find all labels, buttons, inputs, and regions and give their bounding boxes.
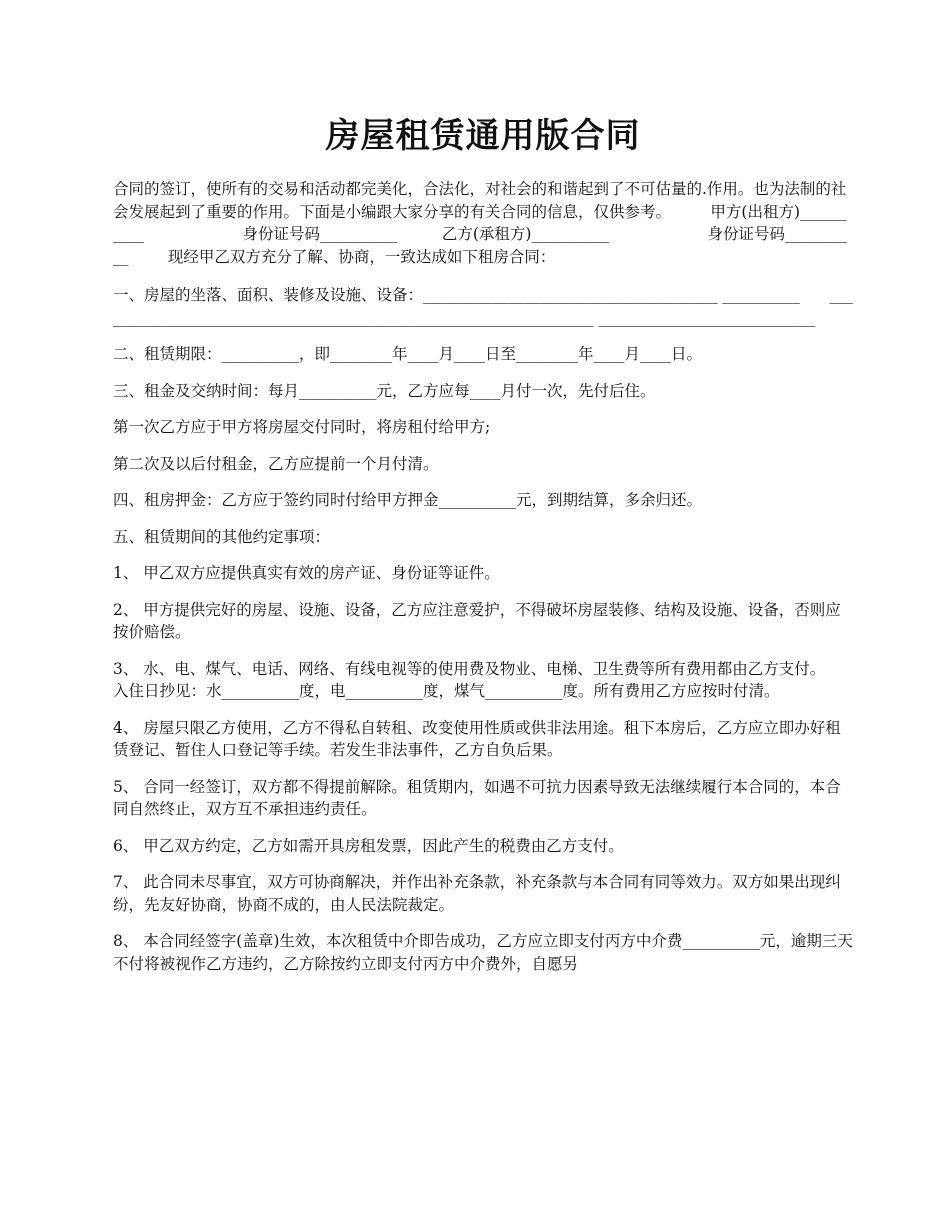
document-title: 房屋租赁通用版合同 — [325, 116, 641, 156]
clause-property-location: 一、房屋的坐落、面积、装修及设施、设备：______________________________________ __________ _________________________________________________________________ ____________________________ — [113, 286, 853, 327]
term-item-4: 4、 房屋只限乙方使用，乙方不得私自转租、改变使用性质或供非法用途。租下本房后，乙方应立即办好租赁登记、暂住人口登记等手续。若发生非法事件，乙方自负后果。 — [113, 718, 841, 759]
clause-first-payment: 第一次乙方应于甲方将房屋交付同时，将房租付给甲方; — [113, 418, 491, 436]
term-item-6: 6、 甲乙双方约定，乙方如需开具房租发票，因此产生的税费由乙方支付。 — [113, 836, 624, 855]
clause-subsequent-payment: 第二次及以后付租金，乙方应提前一个月付清。 — [113, 454, 439, 473]
clause-lease-term: 二、租赁期限：__________，即________年____月____日至________年____月____日。 — [113, 345, 703, 363]
document-body — [113, 178, 865, 989]
term-item-1: 1、 甲乙双方应提供真实有效的房产证、身份证等证件。 — [113, 564, 500, 582]
term-item-3: 3、 水、电、煤气、电话、网络、有线电视等的使用费及物业、电梯、卫生费等所有费用都由乙方支付。 入住日抄见：水__________度，电__________度，煤气__________度。所有费用乙方应按时付清。 — [113, 659, 865, 700]
term-item-5: 5、 合同一经签订，双方都不得提前解除。租赁期内，如遇不可抗力因素导致无法继续履行本合同的，本合同自然终止，双方互不承担违约责任。 — [113, 777, 841, 818]
term-item-8: 8、 本合同经签字(盖章)生效，本次租赁中介即告成功，乙方应立即支付丙方中介费__________元，逾期三天不付将被视作乙方违约，乙方除按约立即支付丙方中介费外，自愿另 — [113, 932, 853, 973]
intro-paragraph: 合同的签订，使所有的交易和活动都完美化，合法化，对社会的和谐起到了不可估量的.作用。也为法制的社会发展起到了重要的作用。下面是小编跟大家分享的有关合同的信息，仅供参考。 甲方(出租方)__________ 身份证号码__________ 乙方(承租方)__________ 身份证号码__________ 现经甲乙双方充分了解、协商，一致达成如下租房合同： — [113, 180, 848, 266]
term-item-2: 2、 甲方提供完好的房屋、设施、设备，乙方应注意爱护，不得破坏房屋装修、结构及设施、设备，否则应按价赔偿。 — [113, 600, 841, 641]
term-item-7: 7、 此合同未尽事宜，双方可协商解决，并作出补充条款，补充条款与本合同有同等效力。双方如果出现纠纷，先友好协商，协商不成的，由人民法院裁定。 — [113, 873, 841, 914]
clause-deposit: 四、租房押金：乙方应于签约同时付给甲方押金__________元，到期结算，多余归还。 — [113, 491, 703, 509]
clause-rent-payment: 三、租金及交纳时间：每月__________元，乙方应每____月付一次，先付后住。 — [113, 381, 656, 400]
clause-other-terms-heading: 五、租赁期间的其他约定事项： — [113, 527, 331, 546]
